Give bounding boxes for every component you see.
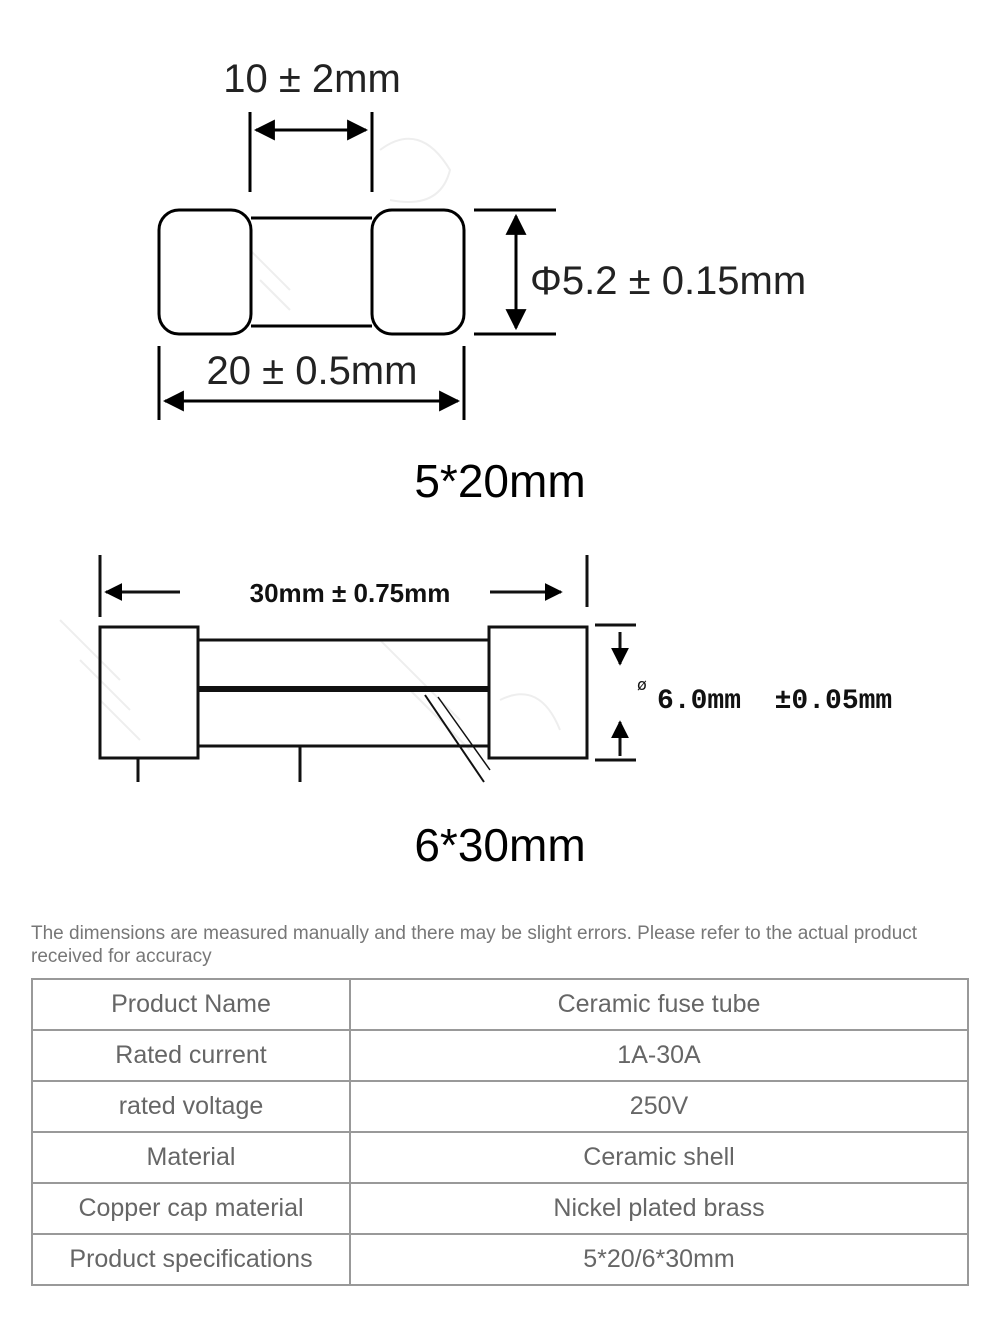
table-row: [32, 1030, 968, 1081]
fuse-5x20-caption: 5*20mm: [414, 455, 586, 507]
spec-label: Rated current: [32, 1030, 350, 1081]
spec-value: 250V: [350, 1081, 968, 1132]
table-row: [32, 1234, 968, 1285]
table-row: [32, 1081, 968, 1132]
spec-label: Material: [32, 1132, 350, 1183]
measurement-note: The dimensions are measured manually and there may be slight errors. Please refer to the actual product received for accuracy: [31, 923, 918, 967]
diameter-label-6x30: 6.0mm ±0.05mm: [657, 686, 893, 717]
cap-length-label: 10 ± 2mm: [223, 57, 401, 101]
spec-table: [31, 978, 969, 1286]
spec-value: 1A-30A: [350, 1030, 968, 1081]
diameter-dimension-6x30: [595, 625, 636, 760]
spec-label: rated voltage: [32, 1081, 350, 1132]
fuse-6x30-body: [100, 627, 587, 782]
table-row: [32, 979, 968, 1030]
diameter-symbol: ø: [637, 675, 647, 694]
diameter-label: Φ5.2 ± 0.15mm: [530, 259, 807, 303]
spec-label: Product Name: [32, 979, 350, 1030]
spec-value: Ceramic shell: [350, 1132, 968, 1183]
total-length-label-6x30: 30mm ± 0.75mm: [249, 578, 451, 608]
table-row: [32, 1132, 968, 1183]
spec-value: Nickel plated brass: [350, 1183, 968, 1234]
spec-value: Ceramic fuse tube: [350, 979, 968, 1030]
spec-value: 5*20/6*30mm: [350, 1234, 968, 1285]
spec-label: Product specifications: [32, 1234, 350, 1285]
spec-label: Copper cap material: [32, 1183, 350, 1234]
fuse-6x30-caption: 6*30mm: [414, 819, 586, 871]
table-row: [32, 1183, 968, 1234]
total-length-label: 20 ± 0.5mm: [206, 349, 418, 393]
